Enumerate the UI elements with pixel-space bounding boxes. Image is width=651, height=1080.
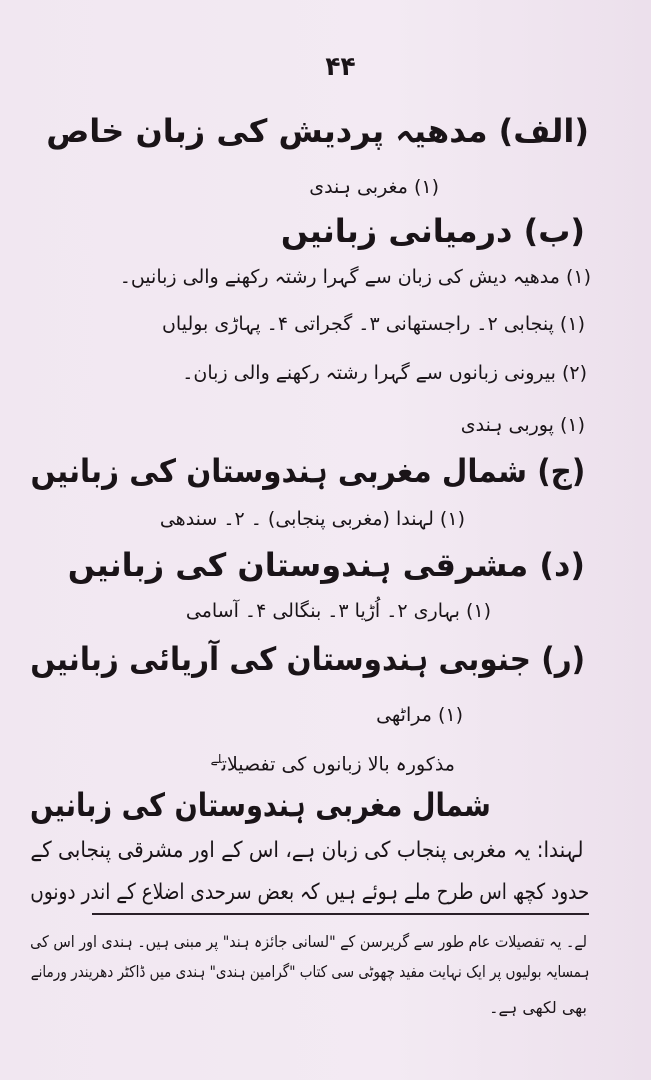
intro-line bbox=[211, 752, 455, 775]
item-e1: (۱) مراٹھی bbox=[376, 704, 463, 726]
page-number: ۴۴ bbox=[325, 52, 356, 82]
heading-d: (د) مشرقی ہندوستان کی زبانیں bbox=[67, 546, 585, 584]
footnote-line-1: لے۔ یہ تفصیلات عام طور سے گریرسن کے "لسانی جائزہ ہند" پر مبنی ہیں۔ ہندی اور اس کی bbox=[30, 932, 587, 951]
item-b1: (۱) مدھیہ دیش کی زبان سے گہرا رشتہ رکھنے والی زبانیں۔ bbox=[119, 266, 591, 288]
intro-text: مذکورہ بالا زبانوں کی تفصیلات bbox=[221, 753, 455, 776]
footnote-line-2: ہمسایہ بولیوں پر ایک نہایت مفید چھوٹی سی کتاب "گرامین ہندی" ہندی میں ڈاکٹر دھریندر ورمانے bbox=[30, 962, 589, 981]
footnote-divider bbox=[92, 913, 589, 915]
footnote-line-3: بھی لکھی ہے۔ bbox=[489, 998, 587, 1017]
item-b1-list: (۱) پنجابی ۲۔ راجستھانی ۳۔ گجراتی ۴۔ پہاڑی بولیاں bbox=[161, 313, 585, 335]
item-c1: (۱) لہندا (مغربی پنجابی) ۔ ۲۔ سندھی bbox=[159, 508, 465, 530]
paragraph-line-2: حدود کچھ اس طرح ملے ہوئے ہیں کہ بعض سرحدی اضلاع کے اندر دونوں bbox=[30, 880, 589, 905]
footnote-marker: لے bbox=[210, 752, 222, 766]
item-b2: (۲) بیرونی زبانوں سے گہرا رشتہ رکھنے والی زبان۔ bbox=[182, 362, 587, 384]
heading-e: (ر) جنوبی ہندوستان کی آریائی زبانیں bbox=[30, 640, 585, 678]
section-heading: شمال مغربی ہندوستان کی زبانیں bbox=[30, 786, 491, 824]
item-b2-list: (۱) پوربی ہندی bbox=[460, 414, 585, 436]
heading-a: (الف) مدھیہ پردیش کی زبان خاص bbox=[46, 112, 589, 150]
heading-c: (ج) شمال مغربی ہندوستان کی زبانیں bbox=[30, 452, 585, 490]
item-d1: (۱) بہاری ۲۔ اُڑیا ۳۔ بنگالی ۴۔ آسامی bbox=[185, 600, 491, 622]
paragraph-line-1: لہندا: یہ مغربی پنجاب کی زبان ہے، اس کے اور مشرقی پنجابی کے bbox=[29, 838, 583, 863]
item-a1: (۱) مغربی ہندی bbox=[309, 176, 439, 198]
heading-b: (ب) درمیانی زبانیں bbox=[280, 212, 585, 250]
